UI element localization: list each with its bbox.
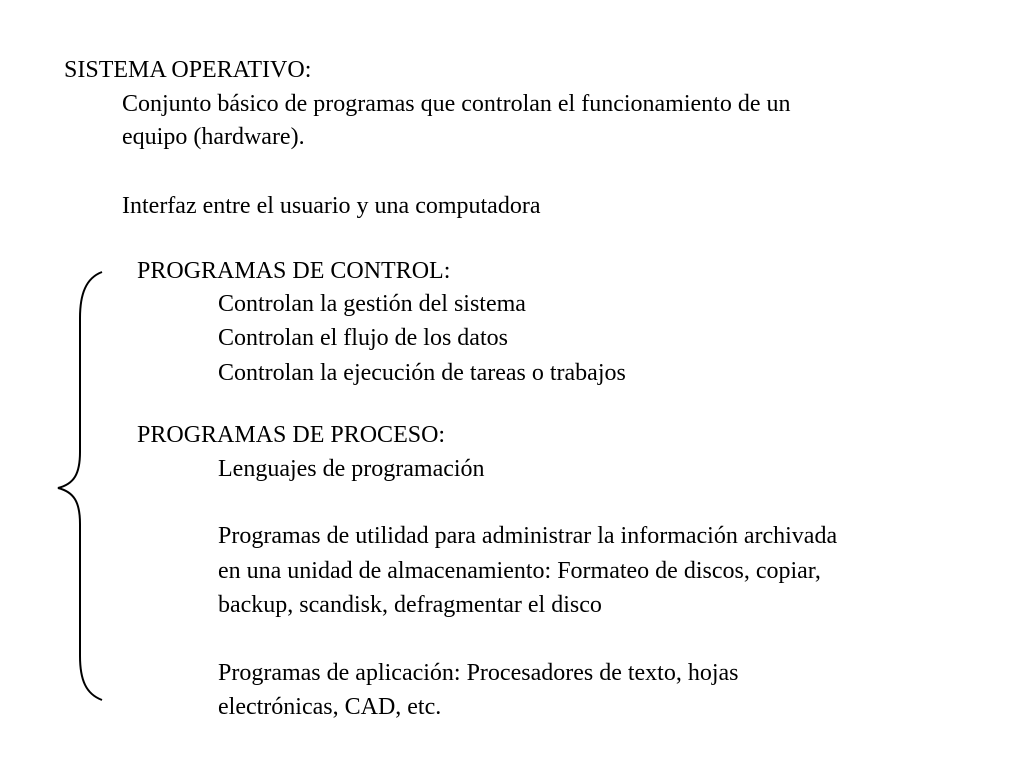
- process-utility-line-1: Programas de utilidad para administrar la información archivada: [218, 523, 838, 549]
- control-heading: PROGRAMAS DE CONTROL:: [137, 258, 451, 284]
- control-item-1: Controlan la gestión del sistema: [218, 291, 526, 317]
- control-item-3: Controlan la ejecución de tareas o trabajos: [218, 360, 626, 386]
- title: SISTEMA OPERATIVO:: [64, 57, 312, 83]
- interface-text: Interfaz entre el usuario y una computadora: [122, 193, 541, 219]
- definition-line-2: equipo (hardware).: [122, 124, 305, 150]
- process-utility-line-2: en una unidad de almacenamiento: Formateo de discos, copiar,: [218, 558, 821, 584]
- process-heading: PROGRAMAS DE PROCESO:: [137, 422, 446, 448]
- definition-line-1: Conjunto básico de programas que controlan el funcionamiento de un: [122, 91, 791, 117]
- control-item-2: Controlan el flujo de los datos: [218, 325, 508, 351]
- process-applications-line-2: electrónicas, CAD, etc.: [218, 694, 442, 720]
- process-applications-line-1: Programas de aplicación: Procesadores de texto, hojas: [218, 660, 739, 686]
- process-languages: Lenguajes de programación: [218, 456, 485, 482]
- process-utility-line-3: backup, scandisk, defragmentar el disco: [218, 592, 602, 618]
